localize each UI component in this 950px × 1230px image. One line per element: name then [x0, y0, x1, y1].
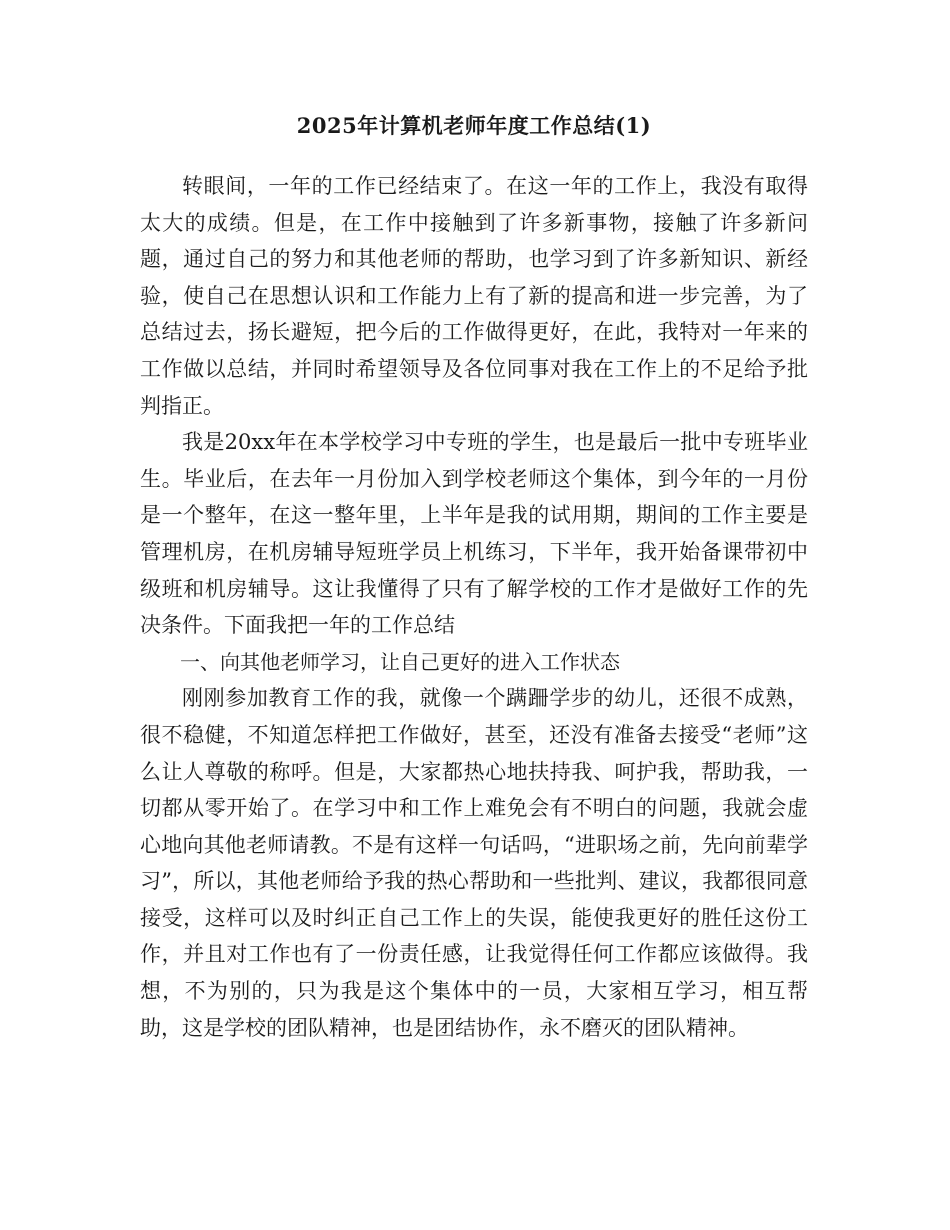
document-title: 2025年计算机老师年度工作总结(1) [296, 113, 652, 138]
section-heading-learning: 一、向其他老师学习，让自己更好的进入工作状态 [180, 649, 620, 674]
document-page [140, 110, 808, 1046]
paragraph-learning: 刚刚参加教育工作的我，就像一个蹒跚学步的幼儿，还很不成熟，很不稳健，不知道怎样把工作做好，甚至，还没有准备去接受“老师”这么让人尊敬的称呼。但是，大家都热心地扶持我、呵护我，帮助我，一切都从零开始了。在学习中和工作上难免会有不明白的问题，我就会虚心地向其他老师请教。不是有这样一句话吗，“进职场之前，先向前辈学习”，所以，其他老师给予我的热心帮助和一些批判、建议，我都很同意接受，这样可以及时纠正自己工作上的失误，能使我更好的胜任这份工作，并且对工作也有了一份责任感，让我觉得任何工作都应该做得。我想，不为别的，只为我是这个集体中的一员，大家相互学习，相互帮助，这是学校的团队精神，也是团结协作，永不磨灭的团队精神。 [140, 686, 808, 1040]
paragraph-intro: 转眼间，一年的工作已经结束了。在这一年的工作上，我没有取得太大的成绩。但是，在工作中接触到了许多新事物，接触了许多新问题，通过自己的努力和其他老师的帮助，也学习到了许多新知识、新经验，使自己在思想认识和工作能力上有了新的提高和进一步完善，为了总结过去，扬长避短，把今后的工作做得更好，在此，我特对一年来的工作做以总结，并同时希望领导及各位同事对我在工作上的不足给予批判指正。 [140, 174, 808, 418]
paragraph-background: 我是20xx年在本学校学习中专班的学生，也是最后一批中专班毕业生。毕业后，在去年一月份加入到学校老师这个集体，到今年的一月份是一个整年，在这一整年里，上半年是我的试用期，期间的工作主要是管理机房，在机房辅导短班学员上机练习，下半年，我开始备课带初中级班和机房辅导。这让我懂得了只有了解学校的工作才是做好工作的先决条件。下面我把一年的工作总结 [140, 430, 808, 638]
